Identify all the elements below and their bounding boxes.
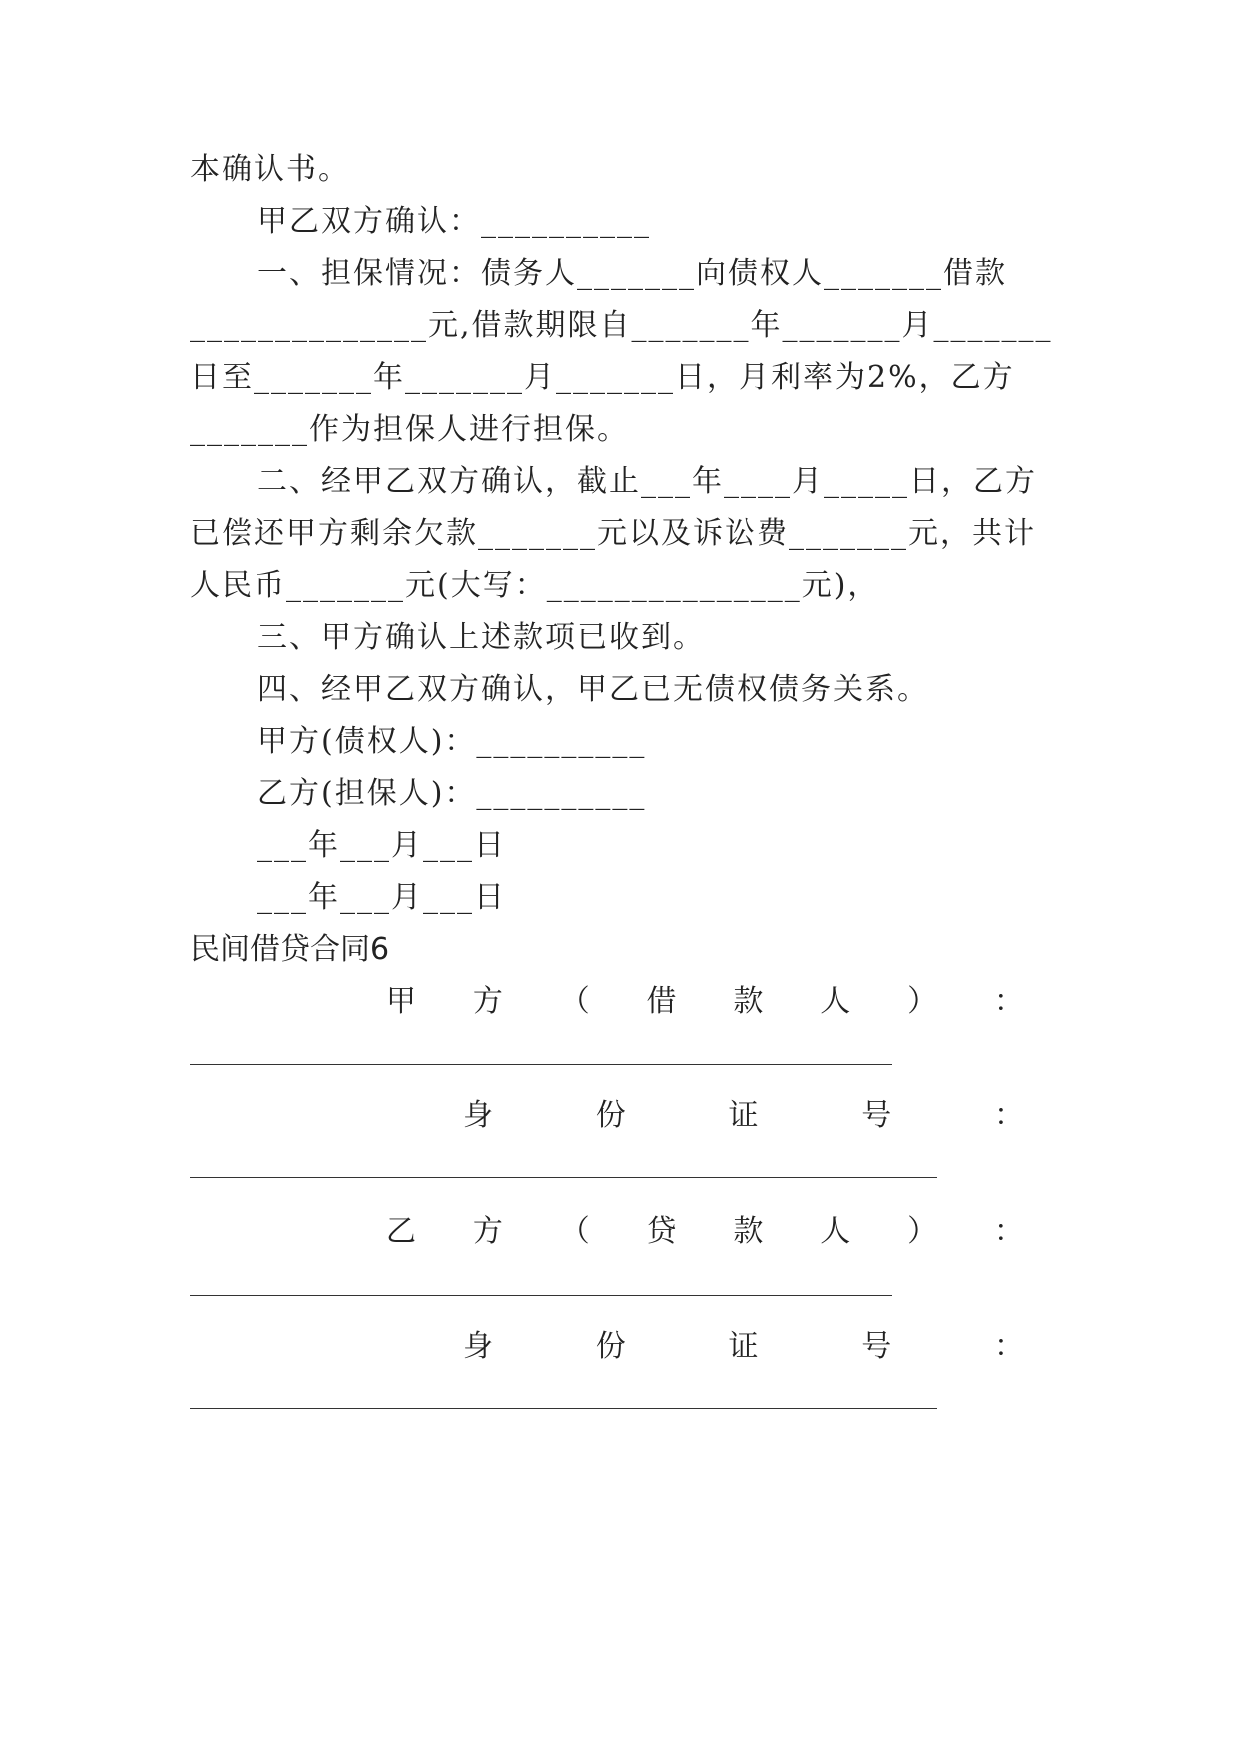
party-a-char: 甲 xyxy=(386,984,418,1019)
party-a-char: 人 xyxy=(820,984,853,1019)
id-1-fill-line xyxy=(190,1177,937,1178)
party-a-char: （ xyxy=(559,984,592,1019)
id-2-char: 身 xyxy=(463,1329,495,1364)
party-b-char: ） xyxy=(907,1214,940,1249)
contract-title: 民间借贷合同6 xyxy=(190,932,390,967)
party-b-label xyxy=(386,1212,1026,1252)
text-line-14: ___年___月___日 xyxy=(257,828,506,863)
text-line-15: ___年___月___日 xyxy=(257,880,506,915)
party-b-char: 款 xyxy=(733,1214,766,1249)
id-2-char: 号 xyxy=(861,1329,894,1364)
text-line-8: 已偿还甲方剩余欠款_______元以及诉讼费_______元，共计 xyxy=(190,516,1036,551)
text-line-11: 四、经甲乙双方确认，甲乙已无债权债务关系。 xyxy=(257,672,929,707)
text-line-4: ______________元,借款期限自_______年_______月_______ xyxy=(190,308,1053,343)
id-1-char: 号 xyxy=(861,1098,894,1133)
party-a-char: ： xyxy=(993,984,1026,1019)
party-b-char: 人 xyxy=(820,1214,853,1249)
text-line-13: 乙方(担保人)：__________ xyxy=(257,776,647,811)
party-a-fill-line xyxy=(190,1064,892,1065)
id-1-char: ： xyxy=(994,1098,1026,1133)
party-a-char: 方 xyxy=(472,984,505,1019)
party-b-char: 贷 xyxy=(646,1214,679,1249)
party-a-char: ） xyxy=(907,984,940,1019)
text-line-2: 甲乙双方确认：__________ xyxy=(257,204,651,239)
id-2-char: 证 xyxy=(728,1329,761,1364)
id-2-char: 份 xyxy=(595,1329,628,1364)
id-1-char: 证 xyxy=(728,1098,761,1133)
text-line-1: 本确认书。 xyxy=(190,152,350,187)
party-b-char: 乙 xyxy=(386,1214,418,1249)
party-b-char: （ xyxy=(559,1214,592,1249)
text-line-5: 日至_______年_______月_______日，月利率为2%，乙方 xyxy=(190,360,1015,395)
party-a-label xyxy=(386,982,1026,1022)
id-1-char: 身 xyxy=(463,1098,495,1133)
id-label-1 xyxy=(463,1096,1026,1136)
text-line-12: 甲方(债权人)：__________ xyxy=(257,724,647,759)
text-line-10: 三、甲方确认上述款项已收到。 xyxy=(257,620,705,655)
id-2-char: ： xyxy=(994,1329,1026,1364)
text-line-3: 一、担保情况：债务人_______向债权人_______借款 xyxy=(257,256,1007,291)
id-1-char: 份 xyxy=(595,1098,628,1133)
party-b-char: ： xyxy=(993,1214,1026,1249)
text-line-7: 二、经甲乙双方确认，截止___年____月_____日，乙方 xyxy=(257,464,1037,499)
party-a-char: 借 xyxy=(646,984,679,1019)
text-line-6: _______作为担保人进行担保。 xyxy=(190,412,629,447)
party-b-char: 方 xyxy=(472,1214,505,1249)
text-line-9: 人民币_______元(大写：_______________元)， xyxy=(190,568,880,603)
party-a-char: 款 xyxy=(733,984,766,1019)
id-label-2 xyxy=(463,1327,1026,1367)
id-2-fill-line xyxy=(190,1408,937,1409)
party-b-fill-line xyxy=(190,1295,892,1296)
